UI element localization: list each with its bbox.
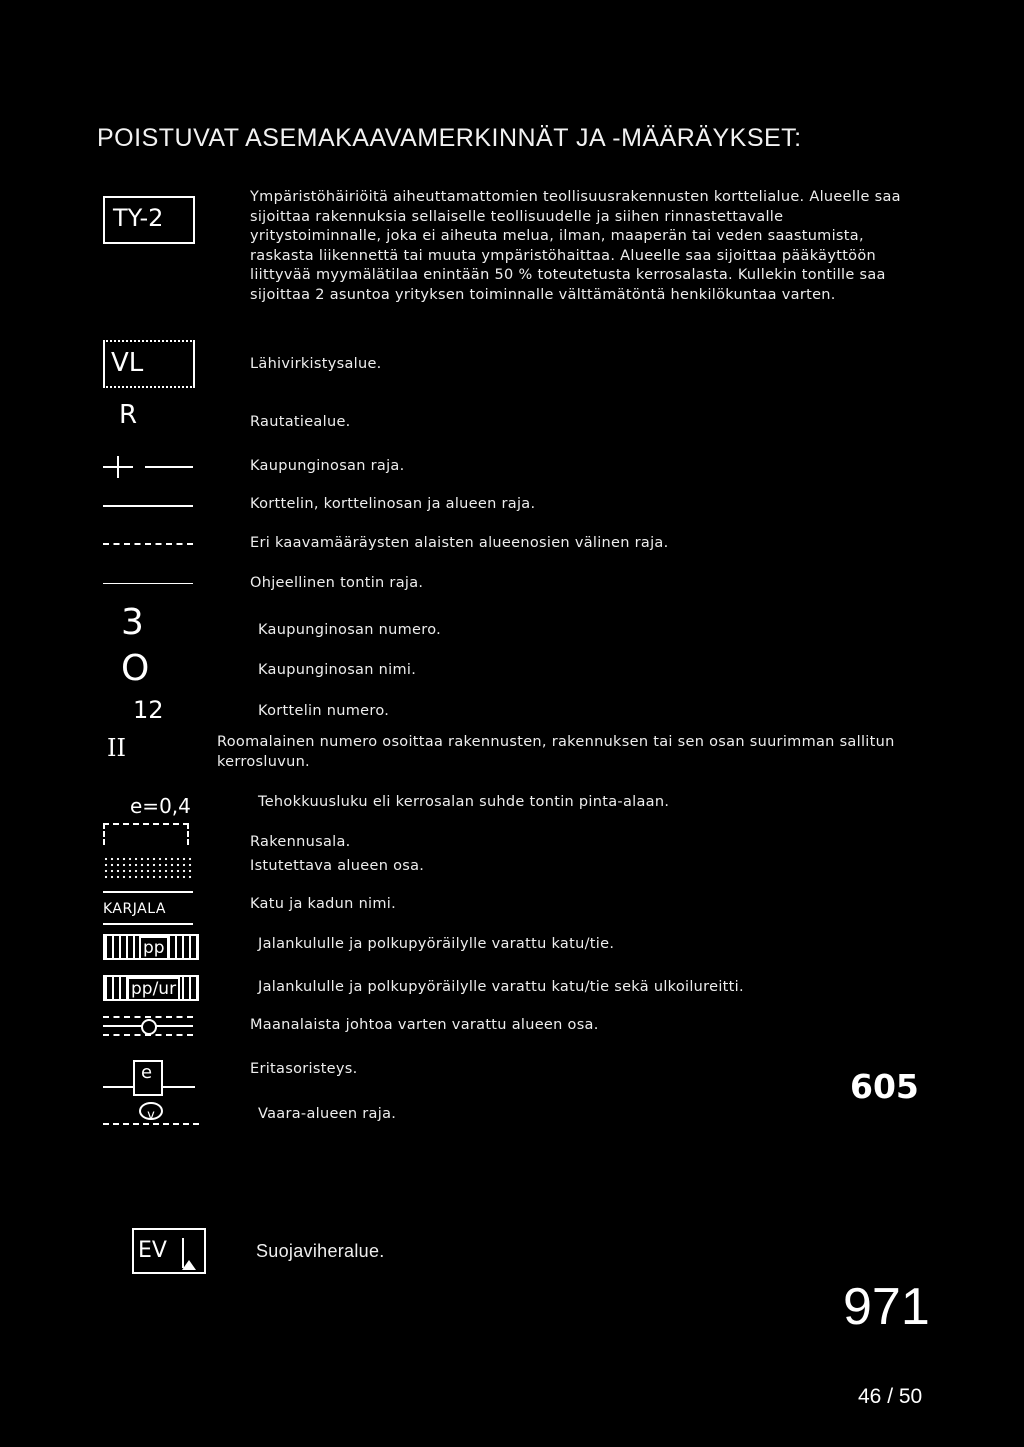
grade-separation-description: Eritasoristeys. (250, 1061, 358, 1077)
efficiency-description: Tehokkuusluku eli kerrosalan suhde tontin pinta-alaan. (258, 794, 670, 810)
pedestrian-street-description: Jalankululle ja polkupyöräilylle varattu katu/tie. (258, 936, 615, 952)
pedestrian-recreation-symbol (103, 975, 199, 1001)
utility-line-symbol (103, 1014, 193, 1038)
district-number-description: Kaupunginosan numero. (258, 622, 442, 638)
district-boundary-description: Kaupunginosan raja. (250, 458, 405, 474)
pedestrian-recreation-description: Jalankululle ja polkupyöräilylle varattu katu/tie sekä ulkoilureitti. (258, 979, 744, 995)
pedestrian-street-symbol (103, 934, 199, 960)
ty2-symbol (103, 196, 195, 244)
danger-area-symbol (103, 1100, 199, 1126)
building-area-description: Rakennusala. (250, 834, 351, 850)
vl-label: VL (111, 348, 144, 378)
street-symbol (103, 891, 193, 925)
plot-boundary-description: Ohjeellinen tontin raja. (250, 575, 424, 591)
roman-numeral-symbol: II (107, 734, 126, 762)
plot-boundary-symbol (103, 583, 193, 584)
roman-numeral-description: Roomalainen numero osoittaa rakennusten, rakennuksen tai sen osan suurimman sallitun kerrosluvun. (217, 734, 895, 770)
page-title: POISTUVAT ASEMAKAAVAMERKINNÄT JA -MÄÄRÄYKSET: (97, 124, 802, 152)
street-description: Katu ja kadun nimi. (250, 896, 397, 912)
page-counter: 46 / 50 (858, 1385, 923, 1408)
reference-number-605: 605 (850, 1067, 919, 1106)
subarea-boundary-symbol (103, 543, 193, 547)
reference-number-971: 971 (843, 1278, 930, 1336)
grade-separation-label: e (141, 1062, 153, 1083)
block-number-description: Korttelin numero. (258, 703, 390, 719)
ev-description: Suojaviheralue. (256, 1241, 385, 1261)
pedestrian-street-label: pp (139, 936, 169, 960)
planting-area-description: Istutettava alueen osa. (250, 858, 425, 874)
district-name-symbol: O (121, 648, 150, 689)
ev-label: EV (138, 1238, 167, 1263)
ty2-description: Ympäristöhäiriöitä aiheuttamattomien teollisuusrakennusten korttelialue. Alueelle saa sijoittaa rakennuksia sellaiselle teollisuudelle ja siihen rinnastettavalle yritystoiminnalle, joka ei aiheuta melua, ilman, maaperän tai veden saastumista, raskasta liikennettä tai muuta ympäristöhaittaa. Alueelle saa sijoittaa pääkäyttöön liittyvää myymälätilaa enintään 50 % toteutetusta kerrosalasta. Kullekin tontille saa sijoittaa 2 asuntoa yrityksen toiminnalle välttämätöntä henkilökuntaa varten. (250, 189, 901, 303)
grade-separation-symbol (103, 1056, 195, 1100)
vl-description: Lähivirkistysalue. (250, 356, 382, 372)
ty2-label: TY-2 (113, 204, 164, 232)
district-boundary-symbol (103, 454, 193, 480)
ev-symbol (132, 1228, 206, 1274)
utility-line-description: Maanalaista johtoa varten varattu alueen osa. (250, 1017, 599, 1033)
block-boundary-description: Korttelin, korttelinosan ja alueen raja. (250, 496, 536, 512)
efficiency-symbol: e=0,4 (130, 794, 191, 818)
danger-area-description: Vaara-alueen raja. (258, 1106, 397, 1122)
building-area-symbol (103, 823, 189, 845)
pedestrian-recreation-label: pp/ur (127, 977, 180, 1001)
vl-symbol (103, 340, 195, 388)
district-number-symbol: 3 (121, 602, 144, 643)
block-boundary-symbol (103, 505, 193, 507)
danger-area-label: v (147, 1108, 155, 1123)
street-label: KARJALA (103, 901, 166, 917)
district-name-description: Kaupunginosan nimi. (258, 662, 417, 678)
block-number-symbol: 12 (133, 696, 164, 724)
r-description: Rautatiealue. (250, 414, 351, 430)
r-symbol: R (119, 400, 138, 430)
planting-area-symbol (103, 856, 193, 880)
subarea-boundary-description: Eri kaavamääräysten alaisten alueenosien välinen raja. (250, 535, 669, 551)
